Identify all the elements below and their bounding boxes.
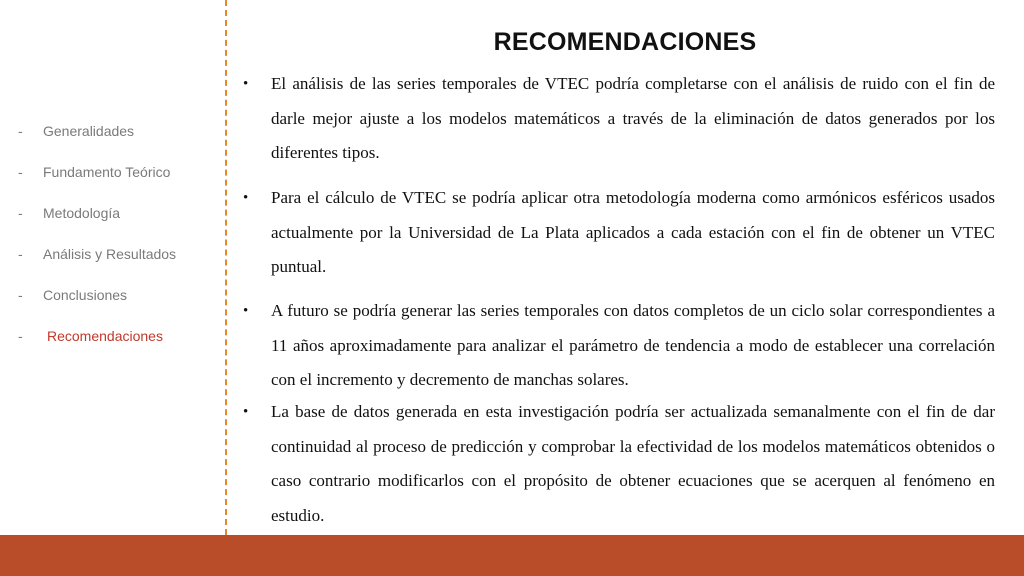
sidebar-nav bbox=[0, 0, 226, 535]
nav-item-label: Recomendaciones bbox=[47, 328, 163, 344]
nav-item-label: Fundamento Teórico bbox=[43, 164, 171, 180]
bullet-item bbox=[243, 294, 995, 398]
nav-dash: - bbox=[18, 123, 23, 139]
bullet-dot-icon: • bbox=[243, 303, 249, 319]
section-divider bbox=[225, 0, 227, 535]
bullet-dot-icon: • bbox=[243, 76, 249, 92]
slide-title: RECOMENDACIONES bbox=[493, 28, 757, 56]
bullet-dot-icon: • bbox=[243, 190, 249, 206]
nav-item-label: Conclusiones bbox=[43, 287, 128, 303]
bullet-item bbox=[243, 181, 995, 285]
nav-item-conclusiones[interactable] bbox=[18, 287, 127, 303]
bullet-text: A futuro se podría generar las series temporales con datos completos de un ciclo solar correspondientes a 11 años aproximadamente para analizar el parámetro de tendencia a modo de establecer una correlación con el incremento y decremento de manchas solares. bbox=[271, 301, 995, 389]
bullet-text: El análisis de las series temporales de VTEC podría completarse con el análisis de ruido con el fin de darle mejor ajuste a los modelos matemáticos a través de la eliminación de datos generados por los diferentes tipos. bbox=[271, 74, 995, 162]
nav-dash: - bbox=[18, 246, 23, 262]
nav-item-metodologia[interactable] bbox=[18, 205, 120, 221]
nav-item-label: Generalidades bbox=[43, 123, 135, 139]
footer-bar bbox=[0, 535, 1024, 576]
nav-dash: - bbox=[18, 164, 23, 180]
nav-item-label: Análisis y Resultados bbox=[43, 246, 177, 262]
bullet-text: Para el cálculo de VTEC se podría aplicar otra metodología moderna como armónicos esféricos usados actualmente por la Universidad de La Plata aplicados a cada estación con el fin de obtener un VTEC puntual. bbox=[271, 188, 995, 276]
nav-item-label: Metodología bbox=[43, 205, 121, 221]
bullet-item bbox=[243, 67, 995, 171]
nav-item-generalidades[interactable] bbox=[18, 123, 134, 139]
nav-item-fundamento-teorico[interactable] bbox=[18, 164, 170, 180]
bullet-item bbox=[243, 395, 995, 533]
nav-item-recomendaciones[interactable] bbox=[18, 328, 163, 344]
bullet-dot-icon: • bbox=[243, 404, 249, 420]
nav-item-analisis-resultados[interactable] bbox=[18, 246, 176, 262]
nav-dash: - bbox=[18, 287, 23, 303]
bullet-text: La base de datos generada en esta investigación podría ser actualizada semanalmente con el fin de dar continuidad al proceso de predicción y comprobar la efectividad de los modelos matemáticos obtenidos o caso contrario modificarlos con el propósito de obtener ecuaciones que se acerquen al fenómeno en estudio. bbox=[271, 402, 995, 525]
nav-dash: - bbox=[18, 328, 23, 344]
nav-dash: - bbox=[18, 205, 23, 221]
